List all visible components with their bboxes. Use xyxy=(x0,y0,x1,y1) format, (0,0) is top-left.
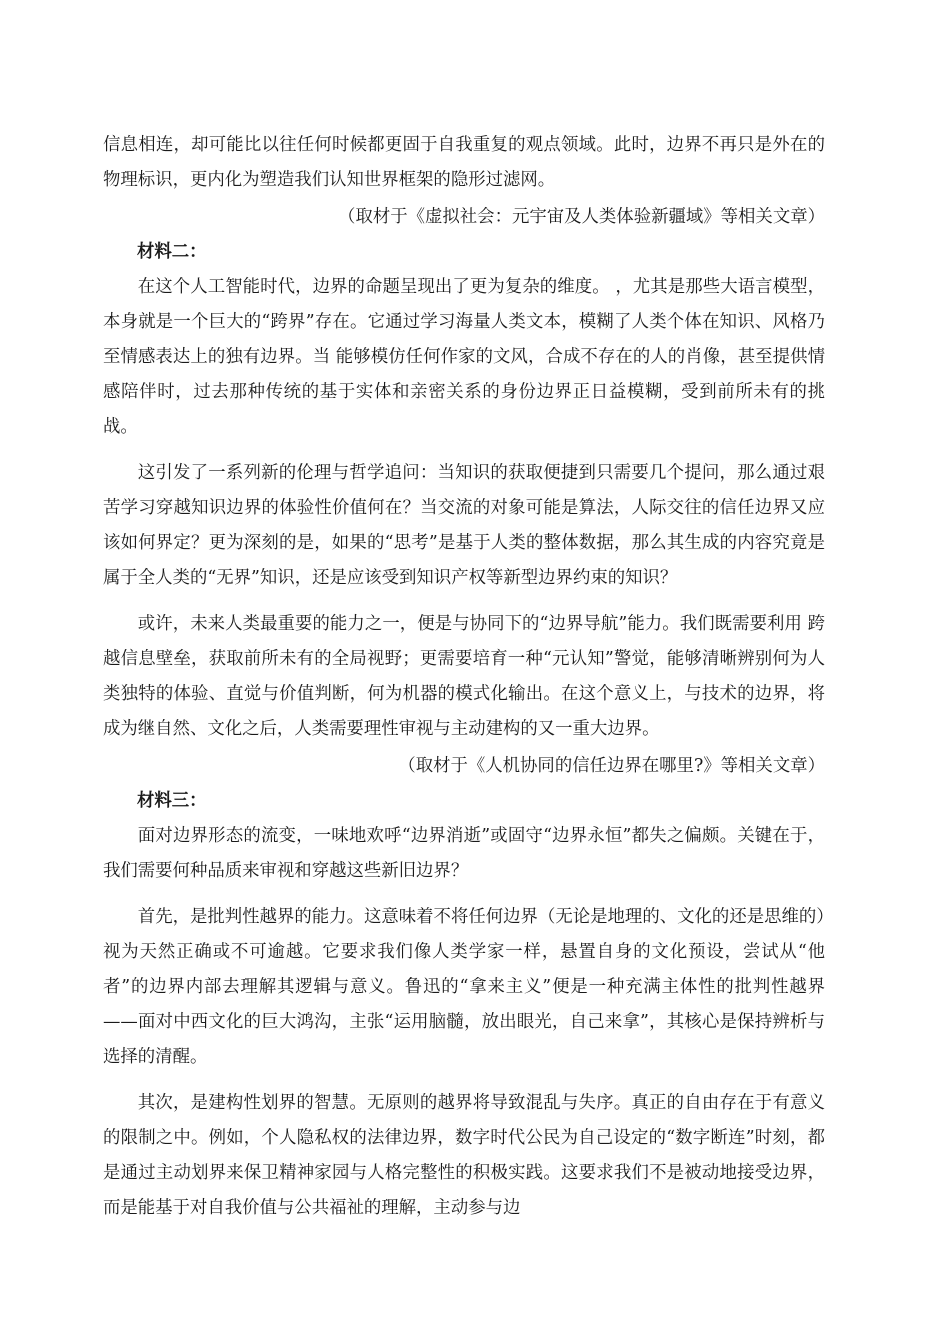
source-citation-2: （取材于《人机协同的信任边界在哪里?》等相关文章） xyxy=(398,756,825,776)
material-three-paragraph-1: 面对边界形态的流变，一味地欢呼“边界消逝”或固守“边界永恒”都失之偏颇。关键在于，我们需要何种品质来审视和穿越这些新旧边界？ xyxy=(103,826,825,881)
intro-paragraph: 信息相连，却可能比以往任何时候都更固于自我重复的观点领域。此时，边界不再只是外在的物理标识，更内化为塑造我们认知世界框架的隐形过滤网。 xyxy=(103,135,825,190)
material-three-paragraph-2: 首先，是批判性越界的能力。这意味着不将任何边界（无论是地理的、文化的还是思维的）视为天然正确或不可逾越。它要求我们像人类学家一样，悬置自身的文化预设，尝试从“他者”的边界内部去理解其逻辑与意义。鲁迅的“拿来主义”便是一种充满主体性的批判性越界——面对中西文化的巨大鸿沟，主张“运用脑髓，放出眼光，自己来拿”，其核心是保持辨析与选择的清醒。 xyxy=(103,907,825,1067)
material-three-paragraph-3: 其次，是建构性划界的智慧。无原则的越界将导致混乱与失序。真正的自由存在于有意义的限制之中。例如，个人隐私权的法律边界，数字时代公民为自己设定的“数字断连”时刻，都是通过主动划界来保卫精神家园与人格完整性的积极实践。这要求我们不是被动地接受边界，而是能基于对自我价值与公共福祉的理解，主动参与边 xyxy=(103,1093,825,1218)
material-three-heading: 材料三： xyxy=(137,791,207,811)
material-two-heading: 材料二： xyxy=(137,242,207,262)
material-two-paragraph-3: 或许，未来人类最重要的能力之一，便是与协同下的“边界导航”能力。我们既需要利用 跨越信息壁垒，获取前所未有的全局视野；更需要培育一种“元认知”警觉，能够清晰辨别何为人类独特的体验、直觉与价值判断，何为机器的模式化输出。在这个意义上，与技术的边界，将成为继自然、文化之后，人类需要理性审视与主动建构的又一重大边界。 xyxy=(103,614,825,739)
source-citation-1: （取材于《虚拟社会：元宇宙及人类体验新疆域》等相关文章） xyxy=(338,207,825,227)
material-two-paragraph-2: 这引发了一系列新的伦理与哲学追问：当知识的获取便捷到只需要几个提问，那么通过艰苦学习穿越知识边界的体验性价值何在？当交流的对象可能是算法，人际交往的信任边界又应该如何界定？更为深刻的是，如果的“思考”是基于人类的整体数据，那么其生成的内容究竟是属于全人类的“无界”知识，还是应该受到知识产权等新型边界约束的知识？ xyxy=(103,463,825,588)
document-page xyxy=(103,128,825,1226)
material-two-paragraph-1: 在这个人工智能时代，边界的命题呈现出了更为复杂的维度。 ，尤其是那些大语言模型，本身就是一个巨大的“跨界”存在。它通过学习海量人类文本，模糊了人类个体在知识、风格乃至情感表达上的独有边界。当 能够模仿任何作家的文风，合成不存在的人的肖像，甚至提供情感陪伴时，过去那种传统的基于实体和亲密关系的身份边界正日益模糊，受到前所未有的挑战。 xyxy=(103,277,825,437)
